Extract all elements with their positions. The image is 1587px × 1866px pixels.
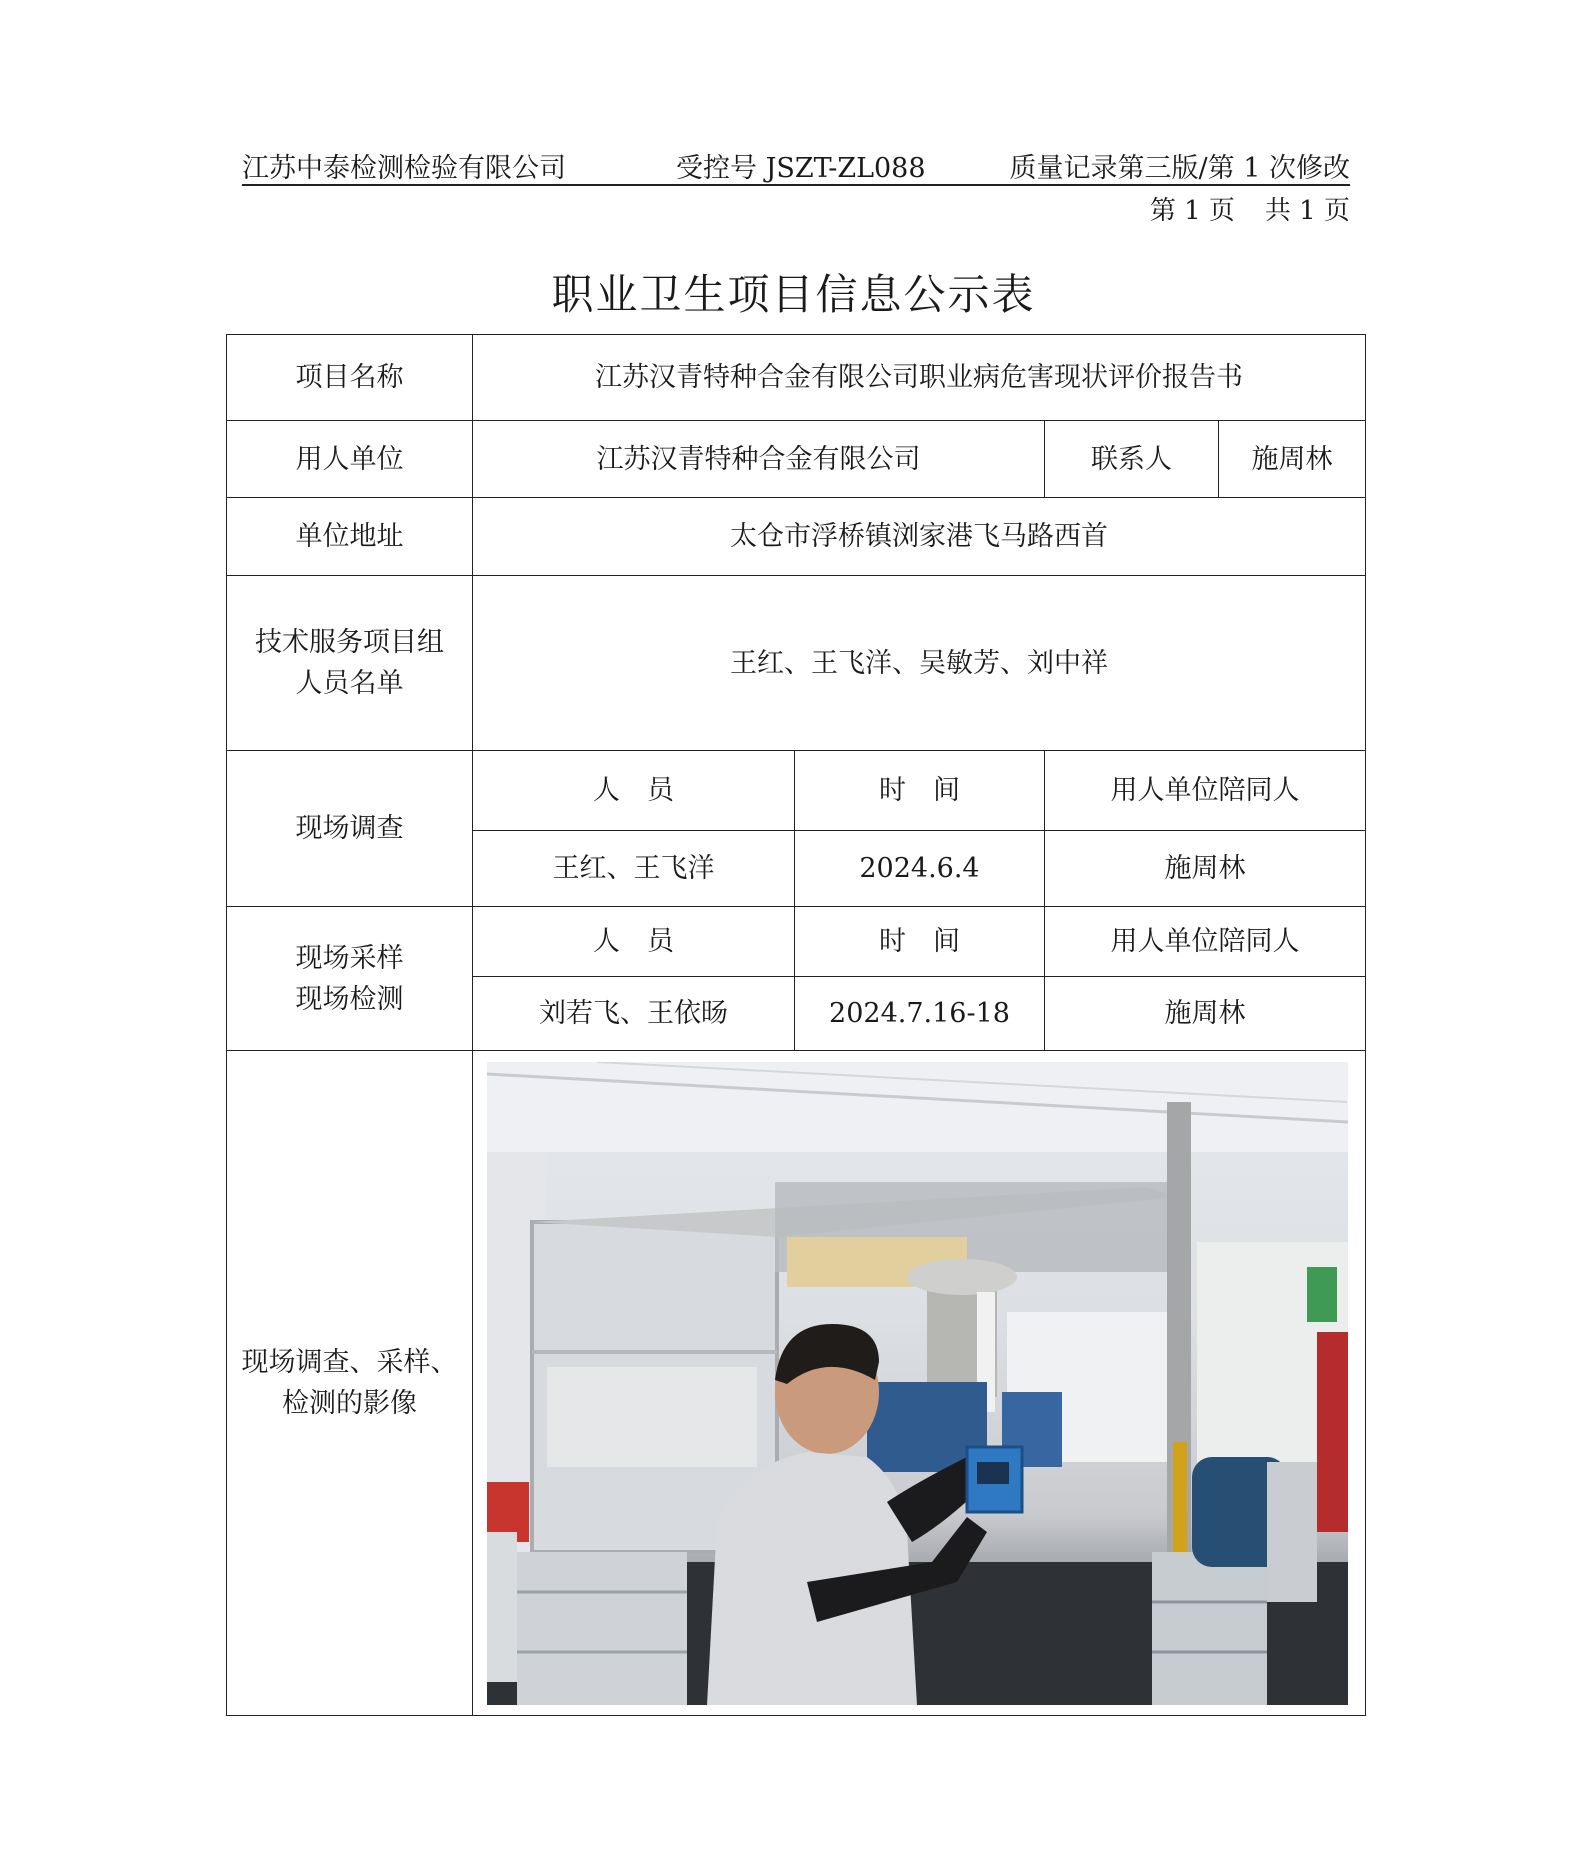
survey-col-person: 人 员 — [473, 751, 795, 831]
employer-value: 江苏汉青特种合金有限公司 — [473, 421, 1045, 498]
survey-label: 现场调查 — [227, 751, 473, 907]
image-label — [227, 1051, 473, 1716]
row-project-name — [227, 335, 1366, 421]
survey-col-escort: 用人单位陪同人 — [1045, 751, 1366, 831]
info-table — [226, 334, 1366, 1716]
employer-label: 用人单位 — [227, 421, 473, 498]
team-value: 王红、王飞洋、吴敏芳、刘中祥 — [473, 576, 1366, 751]
page-total: 共 1 页 — [1264, 196, 1350, 226]
row-sampling-header — [227, 907, 1366, 977]
version-info: 质量记录第三版/第 1 次修改 — [1009, 153, 1350, 184]
project-name-value: 江苏汉青特种合金有限公司职业病危害现状评价报告书 — [473, 335, 1366, 421]
image-label-line1: 现场调查、采样、 — [241, 1347, 458, 1378]
address-label: 单位地址 — [227, 498, 473, 576]
company-name: 江苏中泰检测检验有限公司 — [242, 153, 566, 184]
row-address — [227, 498, 1366, 576]
survey-col-time: 时 间 — [795, 751, 1045, 831]
page-title: 职业卫生项目信息公示表 — [551, 270, 1036, 319]
header-divider — [242, 184, 1350, 186]
sampling-label — [227, 907, 473, 1051]
sampling-time: 2024.7.16-18 — [795, 977, 1045, 1051]
sampling-col-escort: 用人单位陪同人 — [1045, 907, 1366, 977]
sampling-label-line2: 现场检测 — [295, 983, 404, 1015]
sampling-col-time: 时 间 — [795, 907, 1045, 977]
row-team — [227, 576, 1366, 751]
row-image — [227, 1051, 1366, 1716]
image-cell — [473, 1051, 1366, 1716]
row-survey-header — [227, 751, 1366, 831]
site-photo — [487, 1062, 1348, 1705]
address-value: 太仓市浮桥镇浏家港飞马路西首 — [473, 498, 1366, 576]
team-label-line2: 人员名单 — [295, 668, 404, 699]
sampling-person: 刘若飞、王依旸 — [473, 977, 795, 1051]
survey-time: 2024.6.4 — [795, 831, 1045, 907]
row-employer — [227, 421, 1366, 498]
image-label-line2: 检测的影像 — [282, 1388, 417, 1419]
sampling-escort: 施周林 — [1045, 977, 1366, 1051]
contact-value: 施周林 — [1219, 421, 1366, 498]
page-current: 第 1 页 — [1149, 196, 1235, 226]
sampling-label-line1: 现场采样 — [295, 942, 404, 974]
project-name-label: 项目名称 — [227, 335, 473, 421]
document-header — [242, 142, 1350, 184]
survey-person: 王红、王飞洋 — [473, 831, 795, 907]
site-photo-illustration — [487, 1062, 1348, 1705]
team-label — [227, 576, 473, 751]
survey-escort: 施周林 — [1045, 831, 1366, 907]
team-label-line1: 技术服务项目组 — [255, 627, 444, 658]
contact-label: 联系人 — [1045, 421, 1219, 498]
control-number: 受控号 JSZT-ZL088 — [676, 153, 926, 184]
sampling-col-person: 人 员 — [473, 907, 795, 977]
page-number — [1150, 190, 1350, 227]
